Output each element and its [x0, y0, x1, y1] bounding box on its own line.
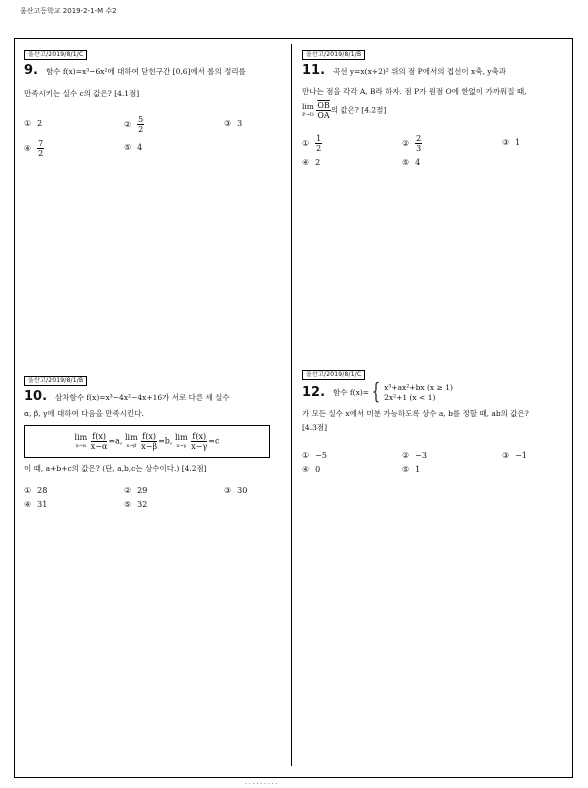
source-tag: 울산고/2019/8/1/C — [302, 370, 365, 380]
choice-1[interactable]: ① $\frac{1}{2}$ — [302, 134, 322, 153]
question-text-cont: 만나는 점을 각각 A, B라 하자. 점 P가 원점 O에 한없이 가까워질 때, — [302, 87, 527, 96]
source-tag: 울산고/2019/8/1/B — [24, 376, 87, 386]
choice-5[interactable]: ⑤ 4 — [402, 158, 421, 167]
question-text-cont: 만족시키는 실수 c의 값은? [4.1점] — [24, 89, 140, 98]
question-12 — [302, 369, 564, 491]
question-text-end: [4.3점] — [302, 423, 328, 432]
choice-1[interactable]: ① 2 — [24, 119, 43, 128]
question-number: 10. — [24, 389, 48, 404]
choice-2[interactable]: ② $\frac{5}{2}$ — [124, 115, 144, 134]
choices — [24, 115, 286, 159]
choice-3[interactable]: ③ 1 — [502, 138, 521, 147]
choice-2[interactable]: ② −3 — [402, 451, 427, 460]
question-text: 삼차함수 f(x)=x³−4x²−4x+16가 서로 다른 세 실수 — [55, 393, 230, 402]
choices — [302, 134, 564, 178]
question-text: 함수 f(x)=x³−6x²에 대하여 닫힌구간 [0,6]에서 롤의 정리를 — [45, 67, 246, 76]
choices — [302, 451, 564, 491]
choice-3[interactable]: ③ 3 — [224, 119, 243, 128]
question-limit: lim P→O $\frac{\overline{OB}}{OA}$ 의 값은? [4.2점] — [302, 101, 387, 120]
question-number: 9. — [24, 63, 38, 78]
question-text-end: 이 때, a+b+c의 값은? (단, a,b,c는 상수이다.) [4.2점] — [24, 464, 207, 473]
choice-1[interactable]: ① −5 — [302, 451, 327, 460]
choice-3[interactable]: ③ 30 — [224, 486, 248, 495]
source-tag: 울산고/2019/8/1/C — [24, 50, 87, 60]
question-text: 함수 f(x)= — [333, 388, 370, 397]
page-header: 울산고등학교 2019-2-1-M 수2 — [20, 7, 117, 15]
question-number: 12. — [302, 385, 326, 400]
choice-4[interactable]: ④ 2 — [302, 158, 321, 167]
choice-3[interactable]: ③ −1 — [502, 451, 527, 460]
choice-1[interactable]: ① 28 — [24, 486, 48, 495]
question-11 — [302, 49, 564, 178]
question-10 — [24, 375, 286, 526]
choice-4[interactable]: ④ 31 — [24, 500, 48, 509]
condition-box: lim x→α $\frac{f(x)}{x-\alpha}$ =a, lim x→β $\frac{f(x)}{x-\beta}$ =b, lim x→γ $\frac{f(x)}{x-\gamma}$ =c — [24, 425, 270, 458]
piecewise-function: { x³+ax²+bx (x ≥ 1) 2x²+1 (x < 1) — [371, 380, 453, 405]
page-footer: · · · · · · · · · — [245, 781, 278, 788]
choice-4[interactable]: ④ 0 — [302, 465, 321, 474]
choice-2[interactable]: ② $\frac{2}{3}$ — [402, 134, 422, 153]
choices — [24, 486, 286, 526]
question-text-cont: 가 모든 실수 x에서 미분 가능하도록 상수 a, b를 정할 때, ab의 값은? — [302, 409, 529, 418]
choice-5[interactable]: ⑤ 1 — [402, 465, 421, 474]
source-tag: 울산고/2019/8/1/B — [302, 50, 365, 60]
choice-5[interactable]: ⑤ 4 — [124, 143, 143, 152]
question-text: 곡선 y=x(x+2)² 위의 점 P에서의 접선이 x축, y축과 — [333, 67, 506, 76]
column-divider — [291, 44, 292, 766]
question-9 — [24, 49, 286, 159]
choice-2[interactable]: ② 29 — [124, 486, 148, 495]
choice-5[interactable]: ⑤ 32 — [124, 500, 148, 509]
question-text-cont: α, β, γ에 대하여 다음을 만족시킨다. — [24, 409, 144, 418]
choice-4[interactable]: ④ $\frac{7}{2}$ — [24, 139, 44, 158]
question-number: 11. — [302, 63, 326, 78]
